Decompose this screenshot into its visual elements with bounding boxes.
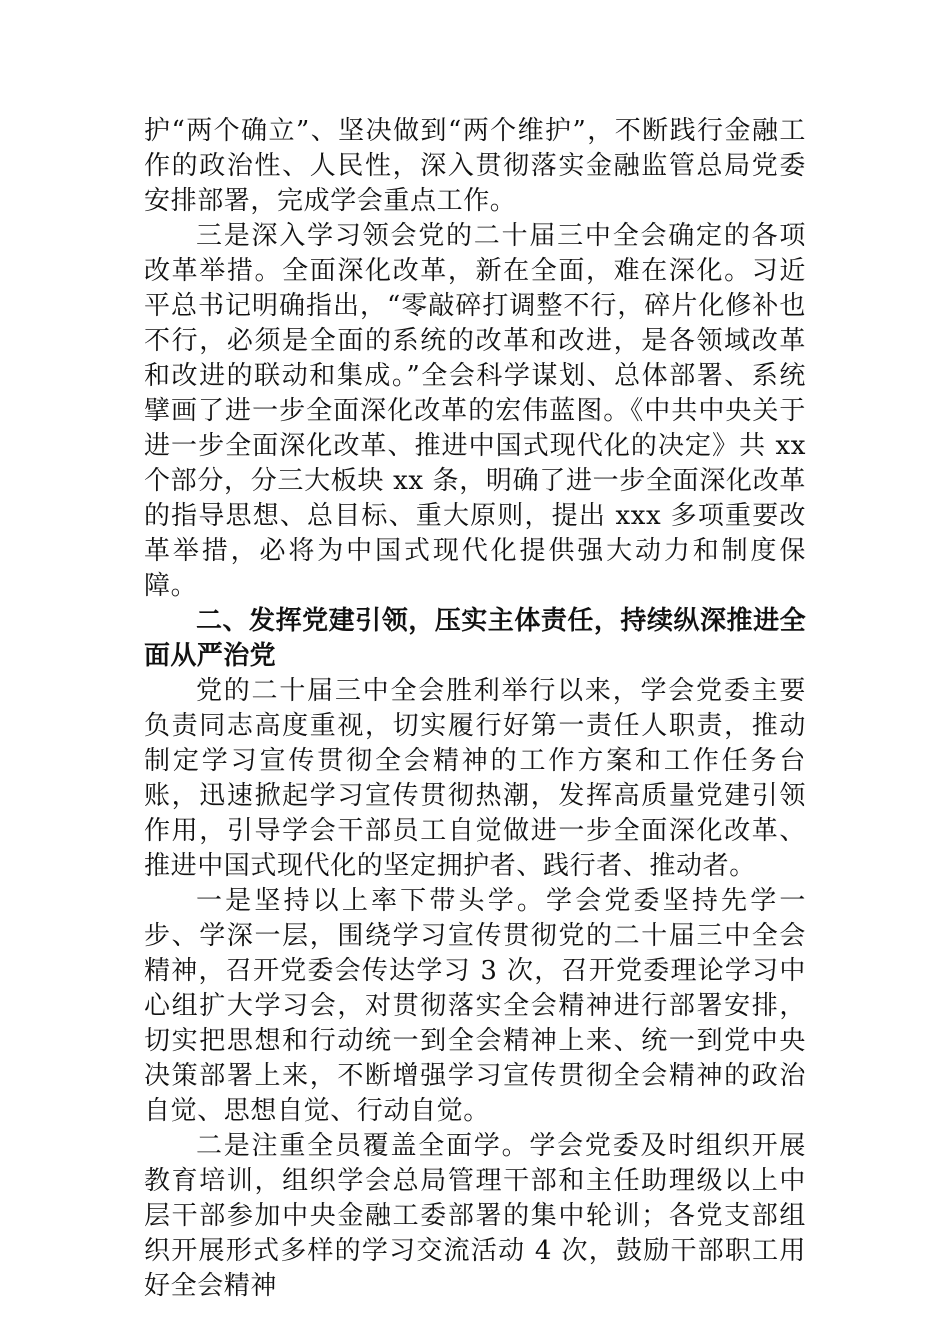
paragraph-continuation: 护“两个确立”、坚决做到“两个维护”，不断践行金融工作的政治性、人民性，深入贯彻落实金融监管总局党委安排部署，完成学会重点工作。 (144, 116, 806, 216)
paragraph-lead-by-example: 一是坚持以上率下带头学。学会党委坚持先学一步、学深一层，围绕学习宣传贯彻党的二十届三中全会精神，召开党委会传达学习 3 次，召开党委理论学习中心组扩大学习会，对贯彻落实全会精神进行部署安排，切实把思想和行动统一到全会精神上来、统一到党中央决策部署上来，不断增强学习宣传贯彻全会精神的政治自觉、思想自觉、行动自觉。 (144, 886, 806, 1126)
paragraph-reform-measures: 三是深入学习领会党的二十届三中全会确定的各项改革举措。全面深化改革，新在全面，难在深化。习近平总书记明确指出，“零敲碎打调整不行，碎片化修补也不行，必须是全面的系统的改革和改进，是各领域改革和改进的联动和集成。”全会科学谋划、总体部署、系统擘画了进一步全面深化改革的宏伟蓝图。《中共中央关于进一步全面深化改革、推进中国式现代化的决定》共 xx 个部分，分三大板块 xx 条，明确了进一步全面深化改革的指导思想、总目标、重大原则，提出 xxx 多项重要改革举措，必将为中国式现代化提供强大动力和制度保障。 (144, 221, 806, 601)
paragraph-party-committee: 党的二十届三中全会胜利举行以来，学会党委主要负责同志高度重视，切实履行好第一责任人职责，推动制定学习宣传贯彻全会精神的工作方案和工作任务台账，迅速掀起学习宣传贯彻热潮，发挥高质量党建引领作用，引导学会干部员工自觉做进一步全面深化改革、推进中国式现代化的坚定拥护者、践行者、推动者。 (144, 676, 806, 881)
section-heading-party-building: 二、发挥党建引领，压实主体责任，持续纵深推进全面从严治党 (144, 606, 806, 671)
document-body (144, 114, 806, 1304)
paragraph-full-coverage: 二是注重全员覆盖全面学。学会党委及时组织开展教育培训，组织学会总局管理干部和主任助理级以上中层干部参加中央金融工委部署的集中轮训；各党支部组织开展形式多样的学习交流活动 4 次，鼓励干部职工用好全会精神 (144, 1131, 806, 1301)
